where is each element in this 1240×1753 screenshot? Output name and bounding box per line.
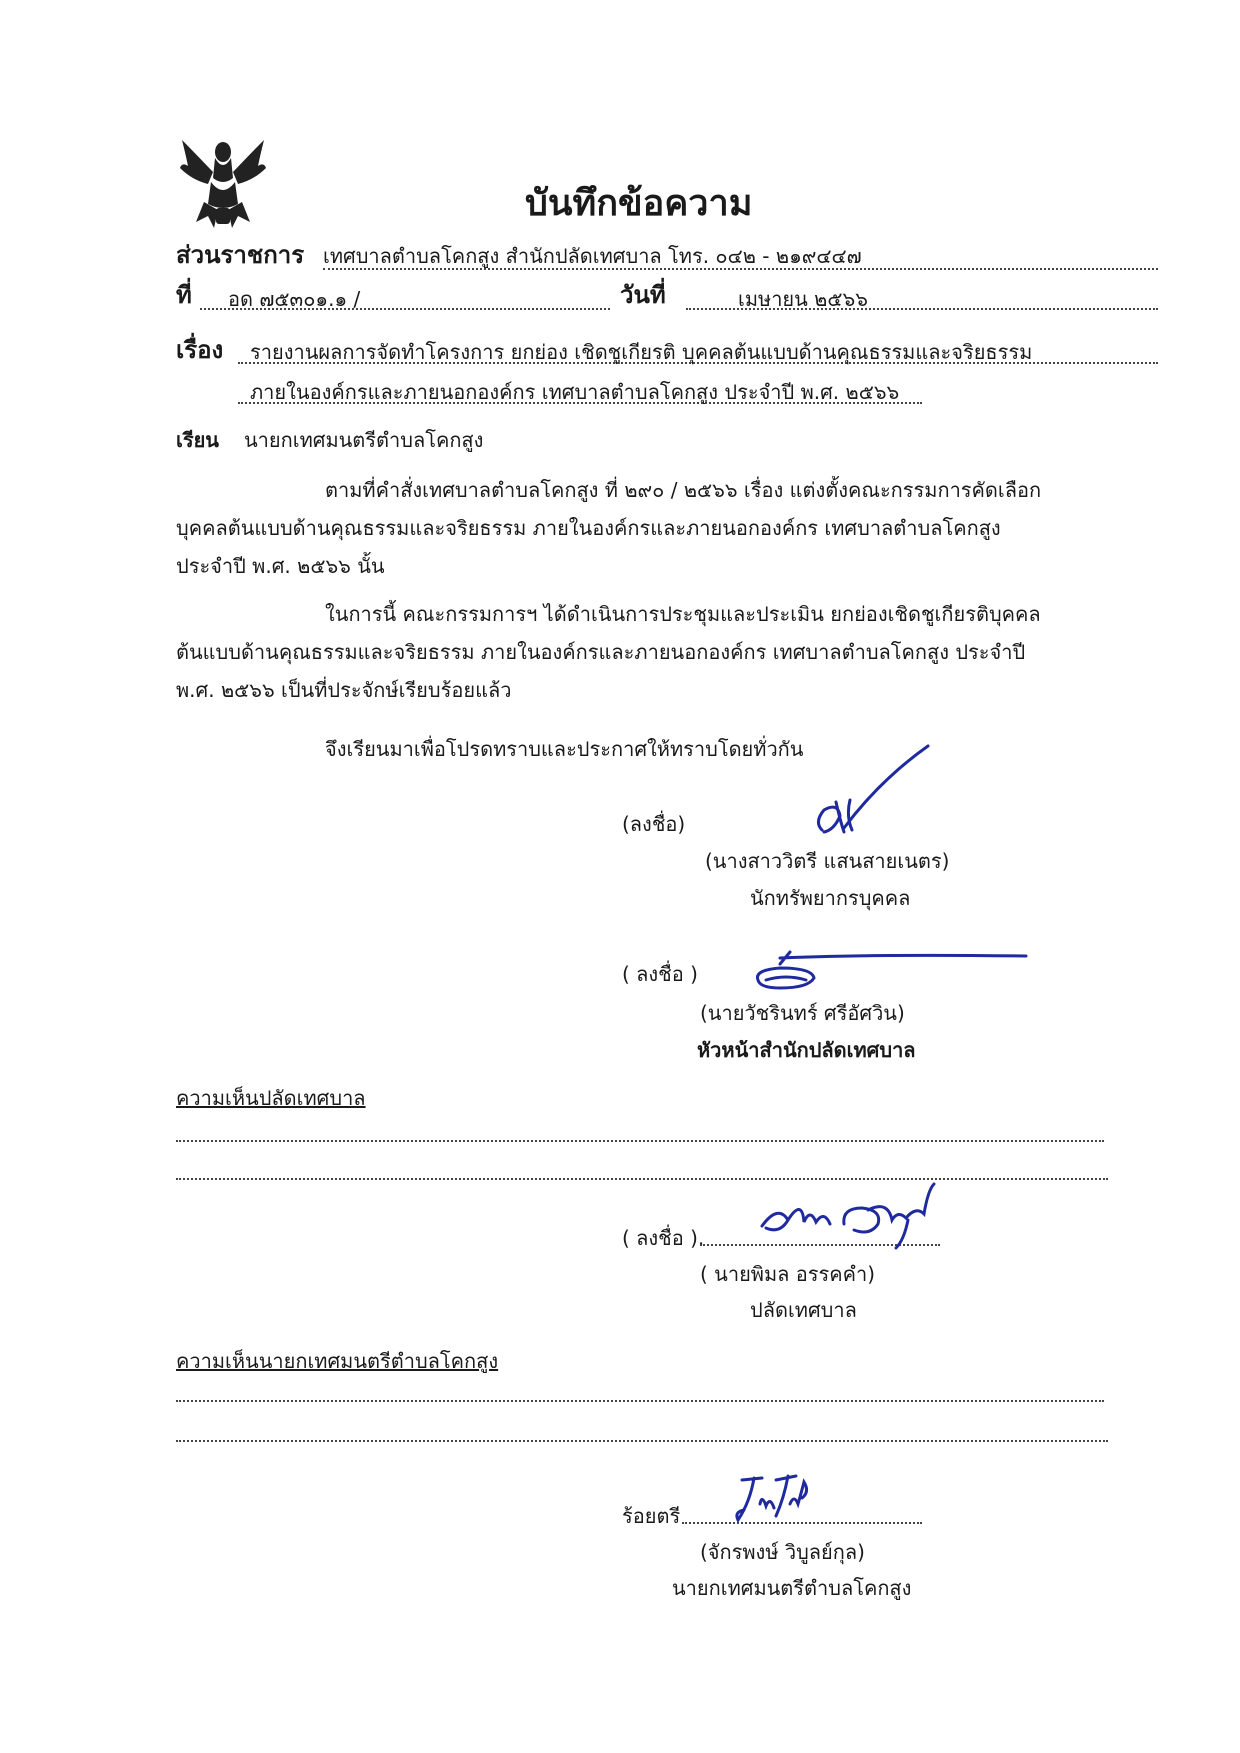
signature-2-name: (นายวัชรินทร์ ศรีอัศวิน) [700, 1001, 905, 1025]
signature-3-position: ปลัดเทศบาล [750, 1298, 857, 1322]
signature-1-name: (นางสาววิตรี แสนสายเนตร) [705, 849, 950, 873]
signature-4-position: นายกเทศมนตรีตำบลโคกสูง [672, 1576, 912, 1600]
subject-line-1: รายงานผลการจัดทำโครงการ ยกย่อง เชิดชูเกียรติ บุคคลต้นแบบด้านคุณธรรมและจริยธรรม [250, 340, 1033, 364]
clerk-opinion-line-2 [176, 1178, 1108, 1180]
signature-1-prefix: (ลงชื่อ) [622, 812, 686, 836]
mayor-opinion-heading: ความเห็นนายกเทศมนตรีตำบลโคกสูง [176, 1349, 499, 1373]
paragraph-2-line-2: ต้นแบบด้านคุณธรรมและจริยธรรม ภายในองค์กรและภายนอกองค์กร เทศบาลตำบลโคกสูง ประจำปี [176, 640, 1026, 664]
agency-label: ส่วนราชการ [176, 241, 305, 269]
paragraph-1-line-1: ตามที่คำสั่งเทศบาลตำบลโคกสูง ที่ ๒๙๐ / ๒๕๖๖ เรื่อง แต่งตั้งคณะกรรมการคัดเลือก [325, 478, 1042, 502]
paragraph-2-line-3: พ.ศ. ๒๕๖๖ เป็นที่ประจักษ์เรียบร้อยแล้ว [176, 678, 512, 702]
subject-dotted-line-1 [238, 362, 1158, 364]
signature-2-position: หัวหน้าสำนักปลัดเทศบาล [697, 1038, 916, 1062]
subject-line-2: ภายในองค์กรและภายนอกองค์กร เทศบาลตำบลโคกสูง ประจำปี พ.ศ. ๒๕๖๖ [250, 380, 900, 404]
signature-3-prefix: ( ลงชื่อ ). [622, 1226, 705, 1250]
paragraph-1-line-2: บุคคลต้นแบบด้านคุณธรรมและจริยธรรม ภายในองค์กรและภายนอกองค์กร เทศบาลตำบลโคกสูง [176, 516, 1001, 540]
closing-sentence: จึงเรียนมาเพื่อโปรดทราบและประกาศให้ทราบโดยทั่วกัน [325, 737, 804, 761]
agency-value: เทศบาลตำบลโคกสูง สำนักปลัดเทศบาล โทร. ๐๔๒ - ๒๑๙๔๔๗ [323, 244, 862, 268]
to-value: นายกเทศมนตรีตำบลโคกสูง [244, 428, 484, 452]
mayor-opinion-line-2 [176, 1440, 1108, 1442]
signature-1-mark [810, 740, 940, 840]
paragraph-2-line-1: ในการนี้ คณะกรรมการฯ ได้ดำเนินการประชุมและประเมิน ยกย่องเชิดชูเกียรติบุคคล [325, 602, 1041, 626]
signature-3-mark [758, 1180, 938, 1250]
date-value: เมษายน ๒๕๖๖ [738, 287, 868, 311]
signature-4-name: (จักรพงษ์ วิบูลย์กุล) [700, 1540, 865, 1564]
subject-dotted-line-2 [238, 402, 922, 404]
date-dotted-line [686, 308, 1158, 310]
date-label: วันที่ [620, 281, 666, 309]
signature-4-mark [732, 1468, 822, 1528]
clerk-opinion-heading: ความเห็นปลัดเทศบาล [176, 1086, 366, 1110]
subject-label: เรื่อง [176, 336, 224, 364]
garuda-emblem-icon [178, 138, 268, 230]
signature-1-position: นักทรัพยากรบุคคล [750, 886, 911, 910]
ref-value: อด ๗๕๓๐๑.๑ / [228, 287, 361, 311]
signature-2-mark [750, 940, 1030, 1000]
signature-3-name: ( นายพิมล อรรคคำ) [700, 1262, 876, 1286]
to-label: เรียน [176, 428, 219, 452]
signature-2-prefix: ( ลงชื่อ ) [622, 962, 698, 986]
paragraph-1-line-3: ประจำปี พ.ศ. ๒๕๖๖ นั้น [176, 554, 385, 578]
agency-dotted-line [323, 268, 1158, 270]
memo-title: บันทึกข้อความ [525, 183, 753, 224]
mayor-opinion-line-1 [176, 1400, 1104, 1402]
ref-dotted-line [200, 308, 610, 310]
clerk-opinion-line-1 [176, 1140, 1104, 1142]
signature-4-prefix: ร้อยตรี [622, 1504, 681, 1528]
ref-label: ที่ [176, 281, 192, 309]
